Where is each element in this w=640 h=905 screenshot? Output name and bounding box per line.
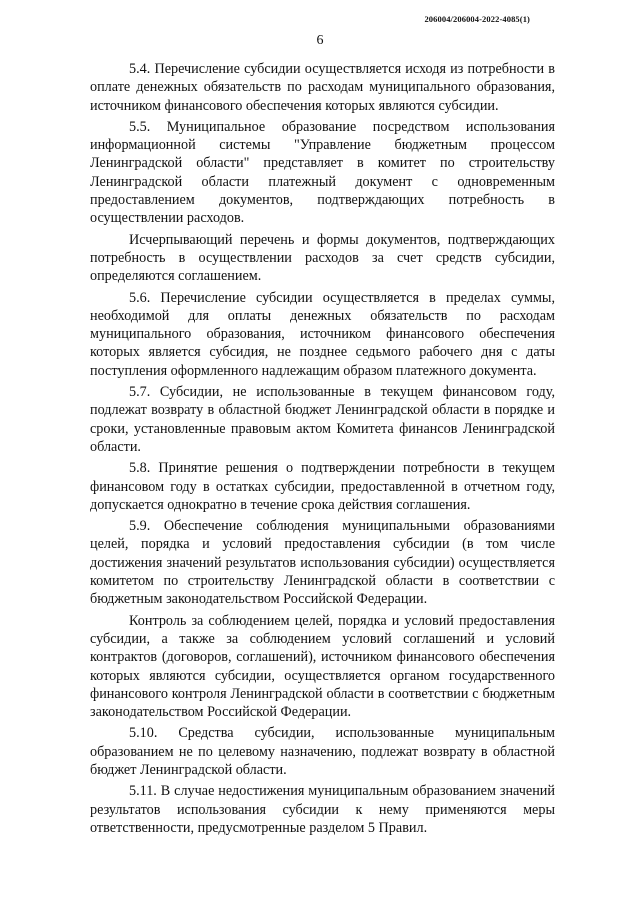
paragraph-5-11: 5.11. В случае недостижения муниципальным образованием значений результатов использования субсидии к нему применяются меры ответственности, предусмотренные разделом 5 Правил. bbox=[90, 783, 555, 836]
paragraph-5-10: 5.10. Средства субсидии, использованные муниципальным образованием не по целевому назначению, подлежат возврату в областной бюджет Ленинградской области. bbox=[90, 725, 555, 778]
paragraph-documents-list: Исчерпывающий перечень и формы документов, подтверждающих потребность в осуществлении расходов за счет средств субсидии, определяются соглашением. bbox=[90, 231, 555, 285]
paragraph-5-6: 5.6. Перечисление субсидии осуществляется в пределах суммы, необходимой для оплаты денежных обязательств по расходам муниципального образования, источником финансового обеспечения которых является субсидия, не позднее седьмого рабочего дня с даты поступления оформленного надлежащим образом платежного документа. bbox=[90, 289, 555, 379]
paragraph-5-9: 5.9. Обеспечение соблюдения муниципальными образованиями целей, порядка и условий предоставления субсидии (в том числе достижения значений результатов использования субсидии) осуществляется комитетом по строительству Ленинградской области в соответствии с бюджетным законодательством Российской Федерации. bbox=[90, 518, 555, 608]
paragraph-5-5: 5.5. Муниципальное образование посредством использования информационной системы "Управление бюджетным процессом Ленинградской области" представляет в комитет по строительству Ленинградской области платежный документ с одновременным предоставлением документов, подтверждающих потребность в осуществлении расходов. bbox=[90, 118, 555, 227]
paragraph-5-7: 5.7. Субсидии, не использованные в текущем финансовом году, подлежат возврату в областной бюджет Ленинградской области в порядке и сроки, установленные правовым актом Комитета финансов Ленинградской области. bbox=[90, 384, 555, 455]
paragraph-5-4: 5.4. Перечисление субсидии осуществляется исходя из потребности в оплате денежных обязательств по расходам муниципального образования, источником финансового обеспечения которых являются субсидии. bbox=[90, 61, 555, 114]
page-number: 6 bbox=[316, 33, 324, 48]
document-body bbox=[90, 60, 555, 840]
document-id: 206004/206004-2022-4085(1) bbox=[424, 14, 530, 24]
paragraph-control: Контроль за соблюдением целей, порядка и условий предоставления субсидии, а также за соблюдением условий соглашений и условий контрактов (договоров, соглашений), источником финансового обеспечения которых являются субсидии, осуществляется органом государственного финансового контроля Ленинградской области в соответствии с бюджетным законодательством Российской Федерации. bbox=[90, 612, 555, 721]
paragraph-5-8: 5.8. Принятие решения о подтверждении потребности в текущем финансовом году в остатках субсидии, предоставленной в отчетном году, допускается однократно в течение срока действия соглашения. bbox=[90, 460, 555, 513]
